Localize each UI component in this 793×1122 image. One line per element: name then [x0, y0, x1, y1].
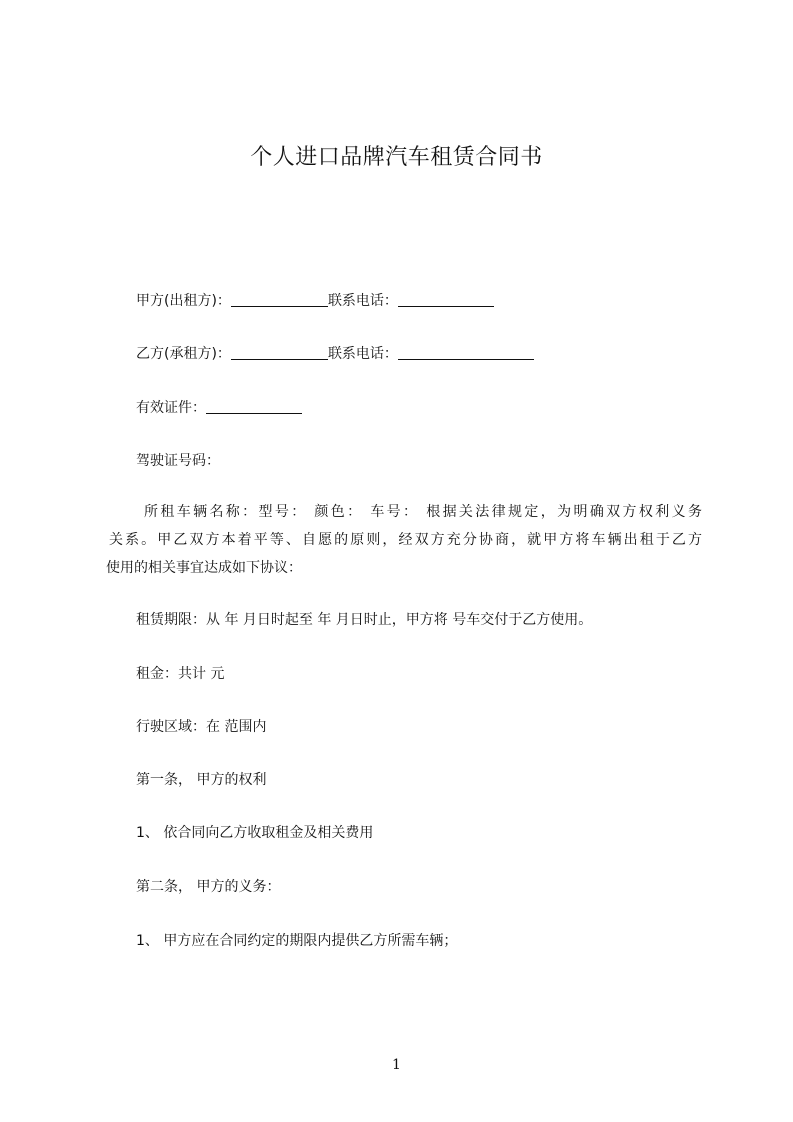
article-2-item-1: 1、 甲方应在合同约定的期限内提供乙方所需车辆； — [136, 933, 458, 949]
valid-id-label: 有效证件： — [136, 400, 206, 416]
page-title: 个人进口品牌汽车租赁合同书 — [250, 145, 543, 170]
valid-id-line — [136, 399, 302, 417]
article-1-item-1: 1、 依合同向乙方收取租金及相关费用 — [136, 825, 374, 841]
party-a-phone-blank — [398, 292, 494, 307]
party-b-line — [136, 345, 534, 363]
party-a-label: 甲方(出租方)： — [136, 293, 231, 309]
license-label: 驾驶证号码： — [136, 453, 220, 469]
page-number: 1 — [392, 1057, 401, 1073]
valid-id-blank — [206, 399, 302, 414]
area-line: 行驶区域：在 范围内 — [136, 719, 267, 735]
vehicle-paragraph-line-3: 使用的相关事宜达成如下协议： — [106, 560, 302, 576]
vehicle-paragraph — [106, 498, 702, 582]
lease-term-line: 租赁期限：从 年 月日时起至 年 月日时止，甲方将 号车交付于乙方使用。 — [136, 612, 593, 628]
party-b-name-blank — [231, 345, 328, 360]
rent-line: 租金：共计 元 — [136, 666, 225, 682]
party-a-line — [136, 292, 494, 310]
party-b-label: 乙方(承租方)： — [136, 346, 231, 362]
party-a-name-blank — [231, 292, 328, 307]
article-1-heading: 第一条， 甲方的权利 — [136, 772, 267, 788]
party-a-phone-label: 联系电话： — [327, 293, 398, 309]
vehicle-paragraph-line-2: 关系。甲乙双方本着平等、自愿的原则，经双方充分协商，就甲方将车辆出租于乙方 — [109, 532, 702, 548]
article-2-heading: 第二条， 甲方的义务： — [136, 879, 281, 895]
license-line — [136, 452, 220, 470]
vehicle-paragraph-line-1: 所租车辆名称：型号： 颜色： 车号： 根据关法律规定，为明确双方权利义务 — [144, 504, 702, 520]
party-b-phone-label: 联系电话： — [327, 346, 398, 362]
party-b-phone-blank — [398, 345, 534, 360]
